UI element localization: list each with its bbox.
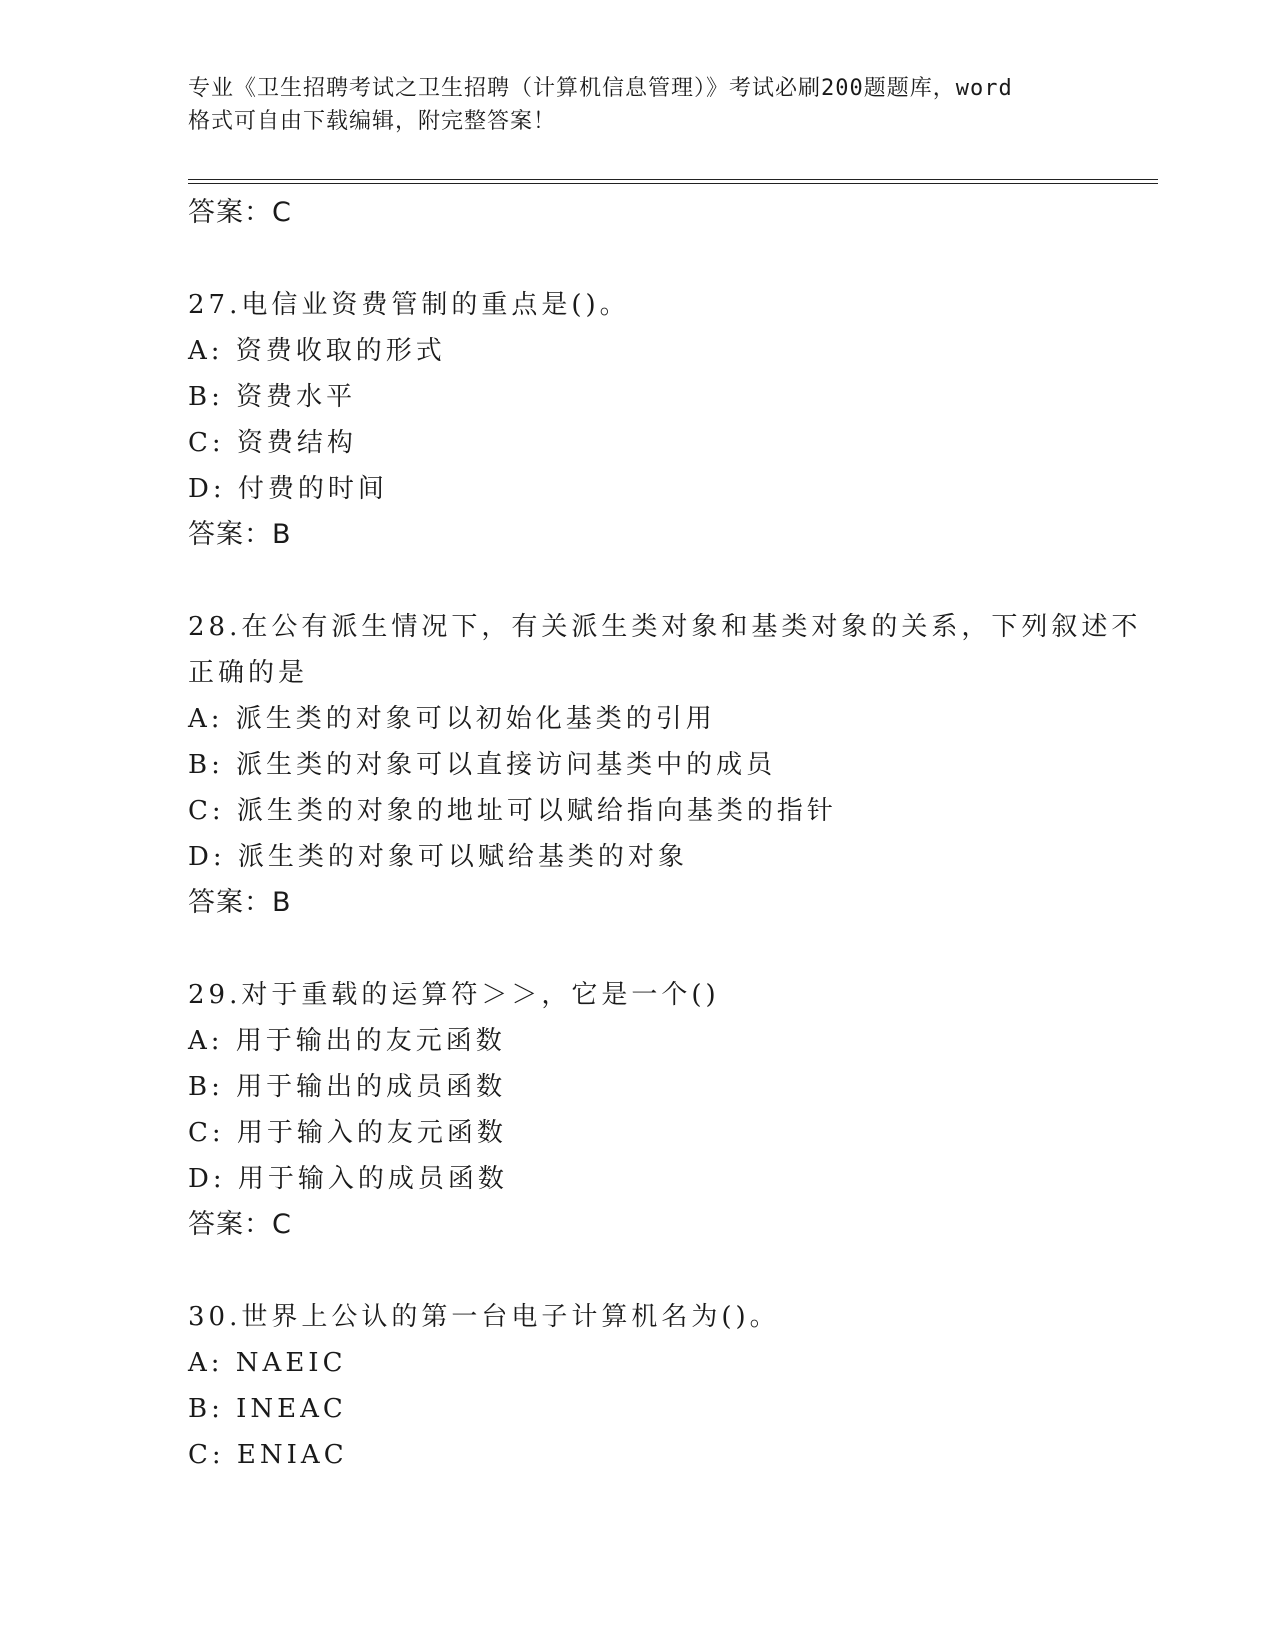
option-d: D: 用于输入的成员函数 xyxy=(188,1164,508,1194)
question-text: 30.世界上公认的第一台电子计算机名为()。 xyxy=(188,1302,780,1332)
question-text: 28.在公有派生情况下，有关派生类对象和基类对象的关系，下列叙述不正确的是 xyxy=(188,612,1142,688)
option-a: A: 用于输出的友元函数 xyxy=(188,1026,506,1056)
option-d: D: 付费的时间 xyxy=(188,474,388,504)
question-block xyxy=(188,972,1158,1248)
option-b: B: 派生类的对象可以直接访问基类中的成员 xyxy=(188,750,777,780)
option-b: B: 用于输出的成员函数 xyxy=(188,1072,507,1102)
answer-text: 答案：B xyxy=(188,519,292,550)
option-b: B: INEAC xyxy=(188,1394,347,1424)
header-line-1: 专业《卫生招聘考试之卫生招聘（计算机信息管理）》考试必刷200题题库，word xyxy=(188,76,1013,101)
answer-text: 答案：C xyxy=(188,197,292,228)
option-a: A: 资费收取的形式 xyxy=(188,336,446,366)
header-line-2: 格式可自由下载编辑，附完整答案！ xyxy=(188,109,557,134)
question-text: 27.电信业资费管制的重点是()。 xyxy=(188,290,630,320)
option-b: B: 资费水平 xyxy=(188,382,357,412)
answer-text: 答案：B xyxy=(188,887,292,918)
question-list xyxy=(188,190,1158,1478)
option-c: C: 资费结构 xyxy=(188,428,357,458)
header-divider xyxy=(188,179,1158,184)
option-a: A: 派生类的对象可以初始化基类的引用 xyxy=(188,704,716,734)
option-c: C: ENIAC xyxy=(188,1440,348,1470)
document-header xyxy=(188,72,1088,138)
question-block xyxy=(188,1294,1158,1478)
option-c: C: 派生类的对象的地址可以赋给指向基类的指针 xyxy=(188,796,837,826)
question-text: 29.对于重载的运算符＞＞，它是一个() xyxy=(188,980,720,1010)
option-d: D: 派生类的对象可以赋给基类的对象 xyxy=(188,842,688,872)
option-a: A: NAEIC xyxy=(188,1348,347,1378)
question-block xyxy=(188,604,1158,926)
answer-text: 答案：C xyxy=(188,1209,292,1240)
question-block xyxy=(188,282,1158,558)
option-c: C: 用于输入的友元函数 xyxy=(188,1118,507,1148)
